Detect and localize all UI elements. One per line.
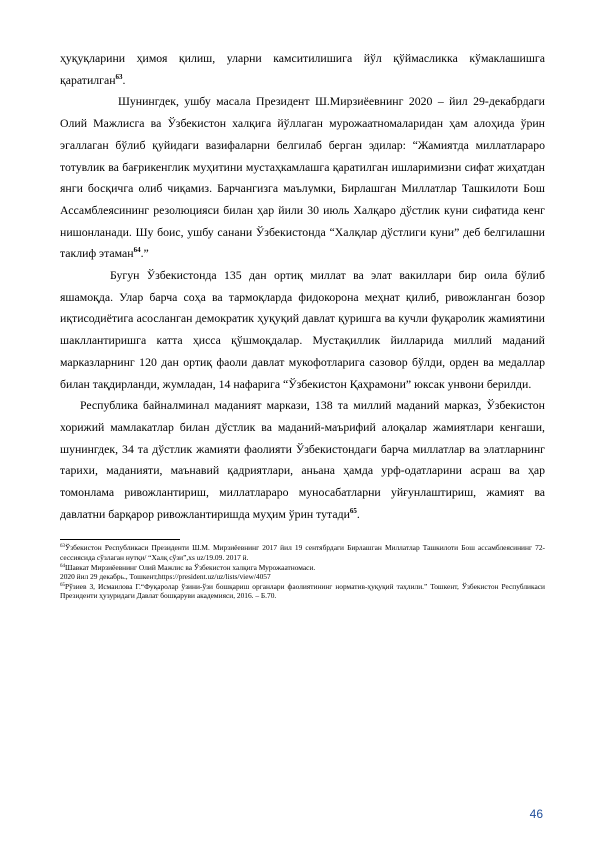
footnote-64-continued: 2020 йил 29 декабрь., Тошкент,https://president.uz/uz/lists/view/4057 [60,572,271,582]
paragraph-2: Шунингдек, ушбу масала Президент Ш.Мирзиёевнинг 2020 – йил 29-декабрдаги Олий Мажлисга ва Ўзбекистон халқига йўллаган мурожаатномаларидан ҳам алоҳида ўрин эгаллаган бўлиб қуйидаги вазифаларни белгилаб берган эдилар: “Жамиятда миллатлараро тотувлик ва бағрикенглик муҳитини мустаҳкамлашга қаратилган ишларимизни сифат жиҳатдан янги босқичга олиб чиқамиз. Барчангизга маълумки, Бирлашган Миллатлар Ташкилоти Бош Ассамблеясининг резолюцияси билан ҳар йили 30 июль Халқаро дўстлик куни сифатида кенг нишонланади. Шу боис, ушбу санани Ўзбекистонда “Халқлар дўстлиги куни” деб белгилашни таклиф этаман$^{64}$.” [60,94,545,261]
footnote-64: $^{64}$Шавкат Мирзиёевнинг Олий Мажлис ва Ўзбекистон халқига Мурожаатномаси. [60,562,316,572]
footnote-ref-65[interactable]: 65 [349,506,357,515]
footnote-separator [60,539,180,540]
footnote-ref-63[interactable]: 63 [115,72,123,81]
page-number: 46 [529,807,543,821]
footnote-65: $^{65}$Рўзиев З, Исмаилова Г.“Фуқаролар ўзини-ўзи бошқариш органлари фаолиятининг норматив-ҳуқуқий таҳлили.” Тошкент, Ўзбекистон Республикаси Президенти ҳузуридаги Давлат бошқаруви академияси, 2016. – Б.70. [60,581,545,601]
page-body [60,48,545,601]
footnote-ref-64[interactable]: 64 [133,246,141,255]
paragraph-3: Бугун Ўзбекистонда 135 дан ортиқ миллат ва элат вакиллари бир оила бўлиб яшамоқда. Улар барча соҳа ва тармоқларда фидокорона меҳнат қилиб, ривожланган бозор иқтисодиётига асосланган демократик ҳуқуқий давлат қуришга ва кучли фуқаролик жамиятини шакллантиришга катта ҳисса қўшмоқдалар. Мустақиллик йилларида миллий маданий марказларнинг 120 дан ортиқ фаоли давлат мукофотларига сазовор бўлди, орден ва медаллар билан тақдирланди, жумладан, 14 нафарига “Ўзбекистон Қаҳрамони” юксак унвони берилди. [60,268,545,391]
paragraph-4: Республика байналминал маданият маркази, 138 та миллий маданий марказ, Ўзбекистон хорижий мамлакатлар билан дўстлик ва маданий-маърифий алоқалар жамиятлари кенгаши, шунингдек, 34 та дўстлик жамияти фаолияти Ўзбекистондаги барча миллатлар ва элатларнинг тарихи, маданияти, маънавий қадриятлари, аньана ҳамда урф-одатларини асраш ва ҳар томонлама ривожлантириш, миллатлараро муносабатларни уйғунлаштириш, жамият ва давлатни барқарор ривожлантиришда муҳим ўрин тутади$^{65}$. [60,398,545,521]
footnote-63: $^{63}$Ўзбекистон Республикаси Президенти Ш.М. Мирзиёевнинг 2017 йил 19 сентябрдаги Бирлашган Миллатлар Ташкилоти Бош ассамблеясининг 72- сессиясида сўзлаган нутқи/ “Халқ сўзи”,xs uz/19.09. 2017 й. [60,543,545,563]
paragraph-1: ҳуқуқларини ҳимоя қилиш, уларни камситилишига йўл қўймасликка кўмаклашишга қаратилган$^{63}$. [60,51,545,87]
